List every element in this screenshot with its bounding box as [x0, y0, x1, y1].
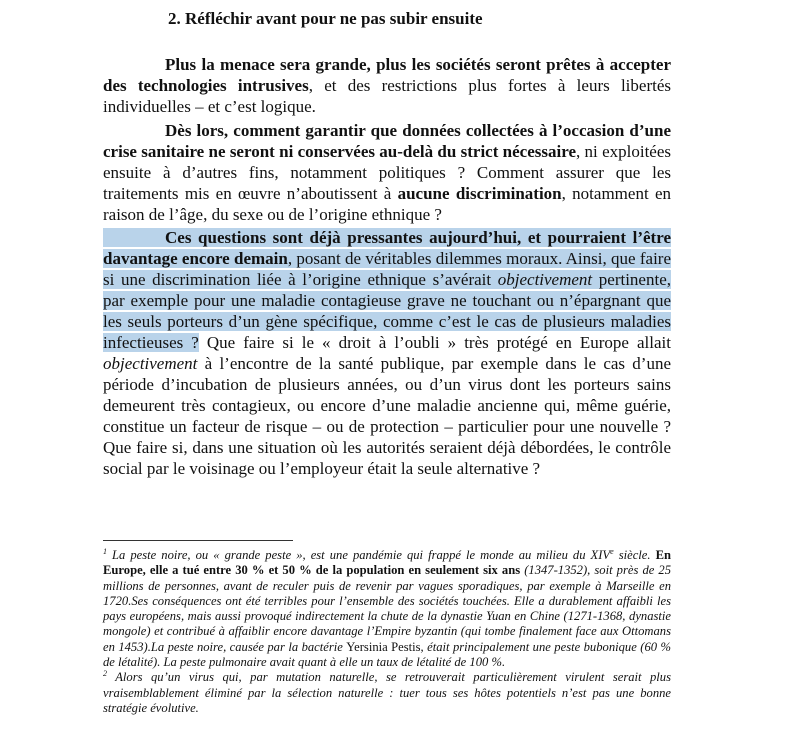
p1-bold-1: Plus la menace sera grande, plus les sociétés seront prêtes à accepter des technologies intrusives: [103, 55, 671, 95]
paragraph-3: [103, 227, 671, 479]
p3-text-3: Que faire si le « droit à l’oubli » très protégé en Europe allait: [198, 333, 671, 352]
footnote-2: [103, 670, 671, 716]
p2-text-2: , notamment en raison de l’âge, du sexe ou de l’origine ethnique ?: [103, 184, 672, 224]
p3-text-1: , posant de véritables dilemmes moraux. Ainsi, que faire si une discrimination liée à l’origine ethnique s’avérait: [103, 249, 671, 289]
footnote-2-mark: 2: [103, 669, 107, 679]
footnote-2-text-1: Alors qu’un virus qui, par mutation naturelle, se retrouverait particulièrement virulent serait plus vraisemblablement éliminé par la sélection naturelle : tuer tous ses hôtes potentiels n’est pas une bonne stratégie évolutive.: [103, 670, 671, 715]
p1-text-1: , et des restrictions plus fortes à leurs libertés individuelles – et c’est logique.: [103, 76, 671, 116]
footnote-separator: [103, 540, 293, 541]
p2-bold-2: aucune discrimination: [397, 184, 562, 203]
footnote-1: [103, 548, 671, 670]
p3-text-2: pertinente, par exemple pour une maladie contagieuse grave ne touchant ou n’épargnant que les seuls porteurs d’un gène spécifique, comme c’est le cas de plusieurs maladies infectieuses ?: [103, 270, 671, 352]
footnote-1-species: Yersinia Pestis: [346, 639, 421, 654]
p2-bold-1: Dès lors, comment garantir que données collectées à l’occasion d’une crise sanitaire ne seront ni conservées au-delà du strict nécessaire: [103, 121, 671, 161]
p3-italic-2: objectivement: [103, 354, 198, 373]
p3-bold-1: Ces questions sont déjà pressantes aujourd’hui, et pourraient l’être davantage encore demain: [103, 228, 671, 268]
section-heading: 2. Réfléchir avant pour ne pas subir ensuite: [168, 9, 483, 28]
footnote-1-superscript: e: [610, 546, 614, 556]
footnote-1-mark: 1: [103, 546, 107, 556]
footnote-1-text-2: siècle.: [613, 548, 656, 562]
footnote-1-bold: En Europe, elle a tué entre 30 % et 50 % de la population en seulement six ans: [103, 548, 671, 578]
paragraph-1: [103, 54, 671, 117]
p2-text-1: , ni exploitées ensuite à d’autres fins, notamment politiques ? Comment assurer que les traitements mis en œuvre n’aboutissent à: [103, 142, 671, 203]
footnote-1-text-3: (1347-1352), soit près de 25 millions de personnes, avant de reculer puis de revenir par vagues sporadiques, par exemple à Marseille en 1720.Ses conséquences ont été terribles pour l’ensemble des sociétés touchées. Elle a durablement affaibli les pays européens, mais aussi provoqué indirectement la chute de la dynastie Yuan en Chine (1271-1368, dynastie mongole) et contribué à affaiblir encore davantage l’Empire byzantin (qui tombe finalement face aux Ottomans en 1453).La peste noire, causée par la bactérie: [103, 563, 672, 654]
p3-italic-1: objectivement: [497, 270, 593, 289]
footnote-1-text-4: , était principalement une peste bubonique (60 % de létalité). La peste pulmonaire avait quant à elle un taux de létalité de 100 %.: [103, 639, 671, 670]
paragraph-2: [103, 120, 671, 225]
footnote-1-text-1: La peste noire, ou « grande peste », est une pandémie qui frappé le monde au milieu du XIV: [107, 548, 611, 562]
footnotes: [103, 548, 671, 716]
p3-text-4: à l’encontre de la santé publique, par exemple dans le cas d’une période d’incubation de plusieurs années, ou d’un virus dont les porteurs sains demeurent très contagieux, ou encore d’une maladie ancienne qui, même guérie, constitue un facteur de risque – ou de protection – particulier pour une nouvelle ? Que faire si, dans une situation où les autorités seraient déjà débordées, le contrôle social par le voisinage ou l’employeur était la seule alternative ?: [103, 354, 671, 478]
